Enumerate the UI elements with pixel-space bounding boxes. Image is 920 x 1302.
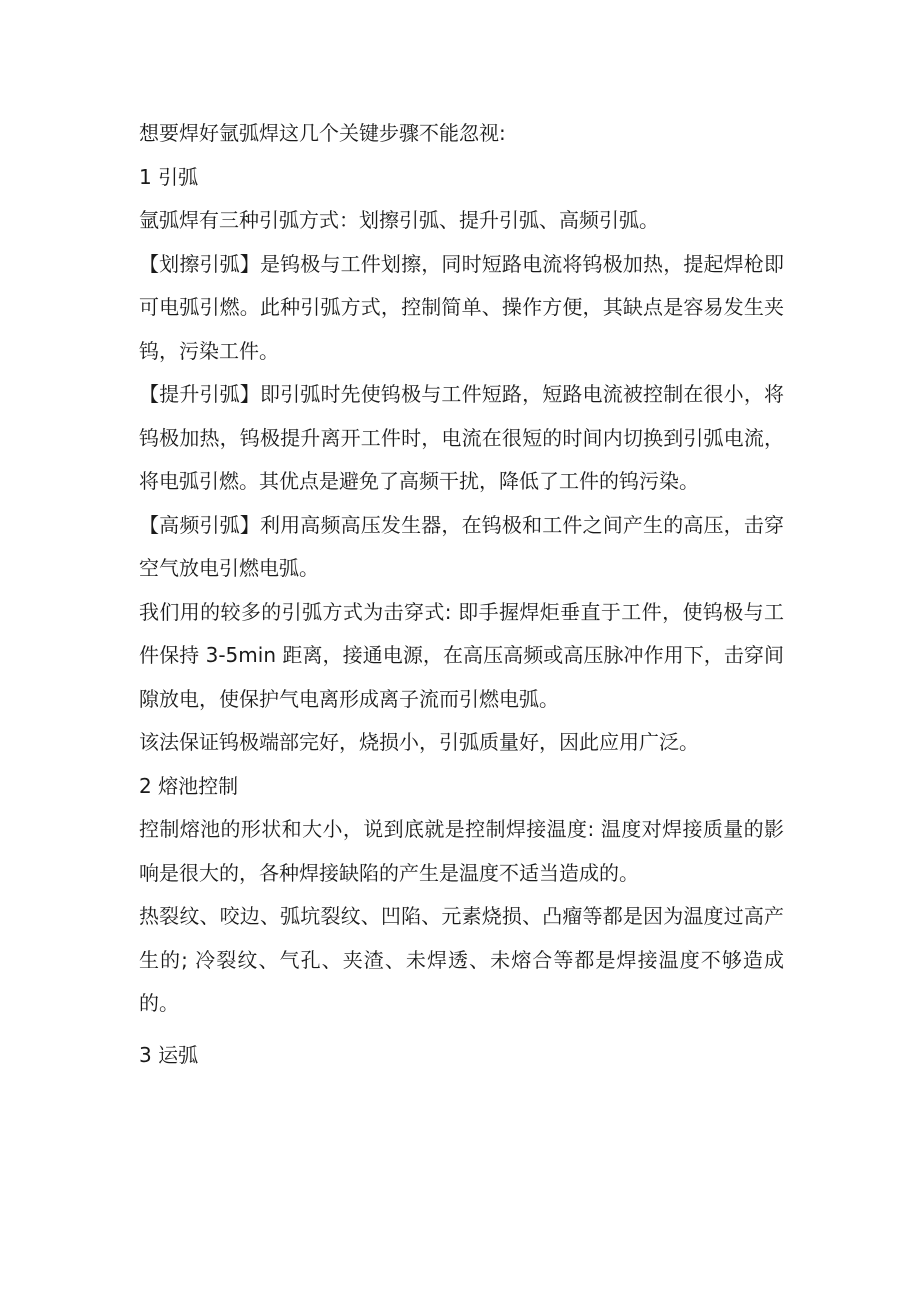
common-method-paragraph: 我们用的较多的引弧方式为击穿式: 即手握焊炬垂直于工件，使钨极与工件保持 3-5min 距离，接通电源，在高压高频或高压脉冲作用下，击穿间隙放电，使保护气电离形成离子流而引燃电弧。 xyxy=(139,599,784,711)
intro-paragraph: 想要焊好氩弧焊这几个关键步骤不能忽视: xyxy=(139,121,506,145)
method-benefit-paragraph: 该法保证钨极端部完好，烧损小，引弧质量好，因此应用广泛。 xyxy=(139,730,699,754)
pool-control-paragraph-2: 热裂纹、咬边、弧坑裂纹、凹陷、元素烧损、凸瘤等都是因为温度过高产生的; 冷裂纹、气孔、夹渣、未焊透、未熔合等都是焊接温度不够造成的。 xyxy=(139,904,784,1015)
pool-control-paragraph-1: 控制熔池的形状和大小，说到底就是控制焊接温度: 温度对焊接质量的影响是很大的，各种焊接缺陷的产生是温度不适当造成的。 xyxy=(139,817,784,885)
arc-methods-summary: 氩弧焊有三种引弧方式：划擦引弧、提升引弧、高频引弧。 xyxy=(139,208,659,232)
high-frequency-arc-paragraph: 【高频引弧】利用高频高压发生器，在钨极和工件之间产生的高压，击穿空气放电引燃电弧。 xyxy=(139,512,784,580)
section-3-heading: 3 运弧 xyxy=(139,1042,199,1067)
scratch-arc-paragraph: 【划擦引弧】是钨极与工件划擦，同时短路电流将钨极加热，提起焊枪即可电弧引燃。此种引弧方式，控制简单、操作方便，其缺点是容易发生夹钨，污染工件。 xyxy=(139,251,784,363)
section-2-heading: 2 熔池控制 xyxy=(139,773,239,798)
section-1-heading: 1 引弧 xyxy=(139,164,199,189)
paragraph-gap xyxy=(139,1026,784,1034)
lift-arc-paragraph: 【提升引弧】即引弧时先使钨极与工件短路，短路电流被控制在很小，将钨极加热，钨极提升离开工件时，电流在很短的时间内切换到引弧电流，将电弧引燃。其优点是避免了高频干扰，降低了工件的钨污染。 xyxy=(139,382,784,493)
document-body xyxy=(139,112,784,1077)
